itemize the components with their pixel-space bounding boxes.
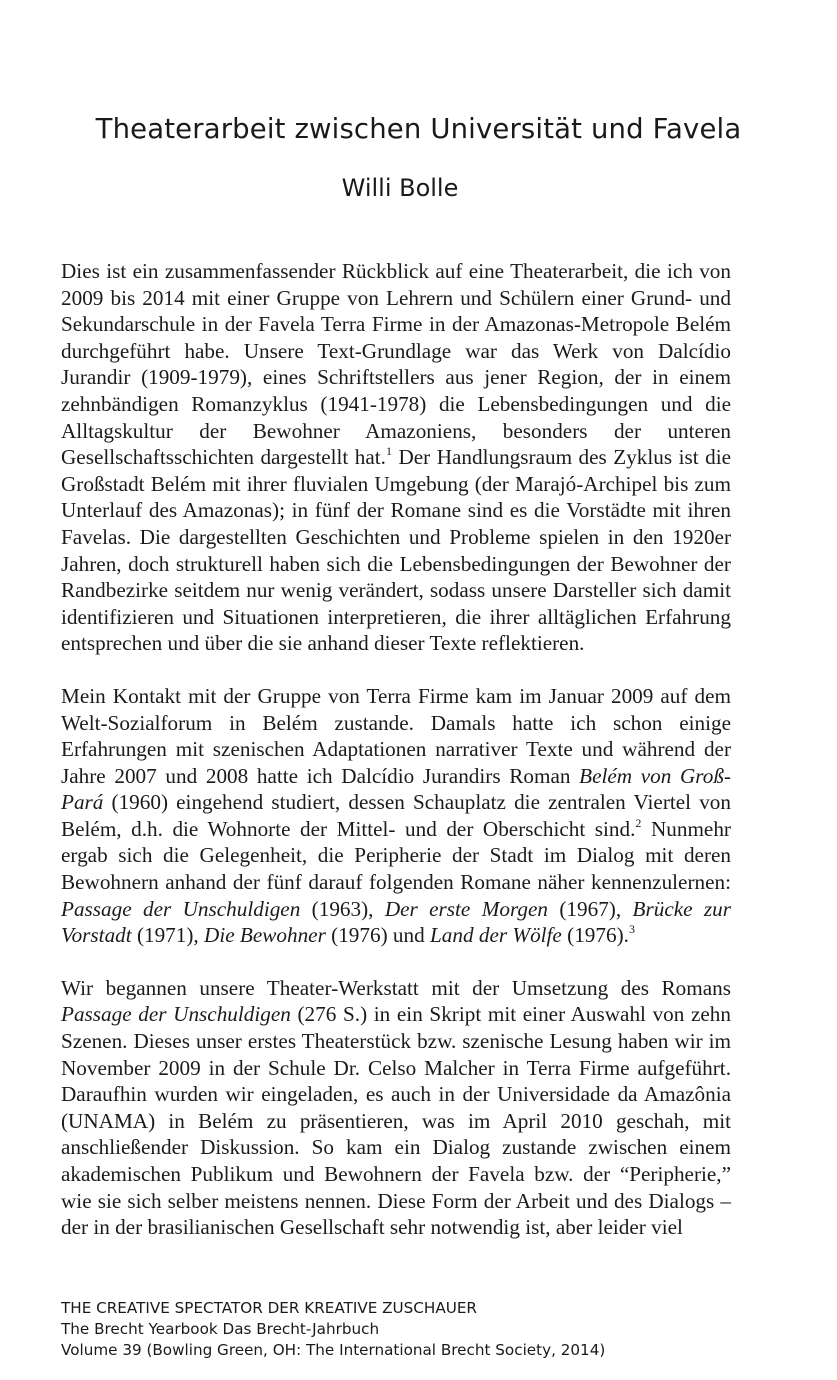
article-title: Theaterarbeit zwischen Universität und Favela	[95, 113, 742, 145]
paragraph	[61, 683, 731, 949]
series-title: THE CREATIVE SPECTATOR	[61, 1299, 263, 1317]
footnote-marker: 2	[635, 815, 642, 830]
text-run: (1976).	[561, 923, 629, 948]
footer-yearbook-line	[61, 1319, 761, 1340]
yearbook-title: The Brecht Yearbook	[61, 1320, 218, 1338]
text-run: Dies ist ein zusammenfassender Rückblick auf eine Theaterarbeit, die ich von 2009 bis 2014 mit einer Gruppe von Lehrern und Schülern einer Grund- und Sekundarschule in der Favela Terra Firme in der Amazonas-Metropole Belém durchgeführt habe. Unsere Text-Grundlage war das Werk von Dalcídio Jurandir (1909-1979), eines Schriftstellers aus jener Region, der in einem zehnbändigen Romanzyklus (1941-1978) die Lebensbedingungen und die Alltagskultur der Bewohner Amazoniens, besonders der unteren Gesellschaftsschichten dargestellt hat.	[61, 259, 731, 470]
publication-footer	[61, 1298, 761, 1361]
book-title: Brücke zur Vorstadt	[61, 896, 731, 948]
text-run: (276 S.) in ein Skript mit einer Auswahl von zehn Szenen. Dieses unser erstes Theaterstück bzw. szenische Lesung haben wir im November 2009 in der Schule Dr. Celso Malcher in Terra Firme aufgeführt. Daraufhin wurden wir eingeladen, es auch in der Universidade da Amazônia (UNAMA) in Belém zu präsentieren, was im April 2010 geschah, mit anschließender Diskussion. So kam ein Dialog zustande zwischen einem akademischen Publikum und Bewohnern der Favela bzw. der “Peripherie,” wie sie sich selber meistens nennen. Diese Form der Arbeit und des Dialogs – der in der brasilianischen Gesellschaft sehr notwendig ist, aber leider viel	[61, 1002, 731, 1240]
book-title: Der erste Morgen	[384, 896, 548, 921]
article-body	[61, 258, 731, 1241]
footer-series-line	[61, 1298, 761, 1319]
footnote-marker: 1	[385, 444, 392, 459]
footnote-marker: 3	[628, 922, 635, 937]
footer-volume-line: Volume 39 (Bowling Green, OH: The International Brecht Society, 2014)	[61, 1341, 606, 1359]
book-title: Die Bewohner	[204, 923, 326, 948]
book-title: Passage der Unschuldigen	[61, 896, 301, 921]
text-run: Der Handlungsraum des Zyklus ist die Großstadt Belém mit ihrer fluvialen Umgebung (der Marajó-Archipel bis zum Unterlauf des Amazonas); in fünf der Romane sind es die Vorstädte mit ihren Favelas. Die dargestellten Geschichten und Probleme spielen in den 1920er Jahren, doch strukturell haben sich die Lebensbedingungen der Bewohner der Randbezirke seitdem nur wenig verändert, sodass unsere Darsteller sich damit identifizieren und Situationen interpretieren, die ihrer alltäglichen Erfahrung entsprechen und über die sie anhand dieser Texte reflektieren.	[61, 445, 731, 656]
paragraph	[61, 258, 731, 657]
yearbook-title-de: Das Brecht-Jahrbuch	[217, 1320, 380, 1338]
book-title: Land der Wölfe	[430, 923, 562, 948]
book-title: Belém von Groß-Pará	[61, 763, 731, 815]
article-author: Willi Bolle	[341, 174, 459, 202]
text-run: Nunmehr ergab sich die Gelegenheit, die Peripherie der Stadt im Dialog mit deren Bewohnern anhand der fünf darauf folgenden Romane näher kennenzulernen:	[61, 816, 731, 895]
text-run: (1976) und	[325, 923, 431, 948]
text-run: (1971),	[131, 923, 205, 948]
text-run: (1967),	[548, 896, 633, 921]
text-run: (1963),	[300, 896, 385, 921]
book-title: Passage der Unschuldigen	[61, 1002, 291, 1027]
paragraph	[61, 975, 731, 1241]
text-run: Wir begannen unsere Theater-Werkstatt mit der Umsetzung des Romans	[61, 975, 731, 1000]
text-run: Mein Kontakt mit der Gruppe von Terra Firme kam im Januar 2009 auf dem Welt-Sozialforum in Belém zustande. Damals hatte ich schon einige Erfahrungen mit szenischen Adaptationen narrativer Texte und während der Jahre 2007 und 2008 hatte ich Dalcídio Jurandirs Roman	[61, 683, 731, 788]
text-run: (1960) eingehend studiert, dessen Schauplatz die zentralen Viertel von Belém, d.h. die Wohnorte der Mittel- und der Oberschicht sind.	[61, 790, 731, 841]
series-title-de: DER KREATIVE ZUSCHAUER	[262, 1299, 477, 1317]
